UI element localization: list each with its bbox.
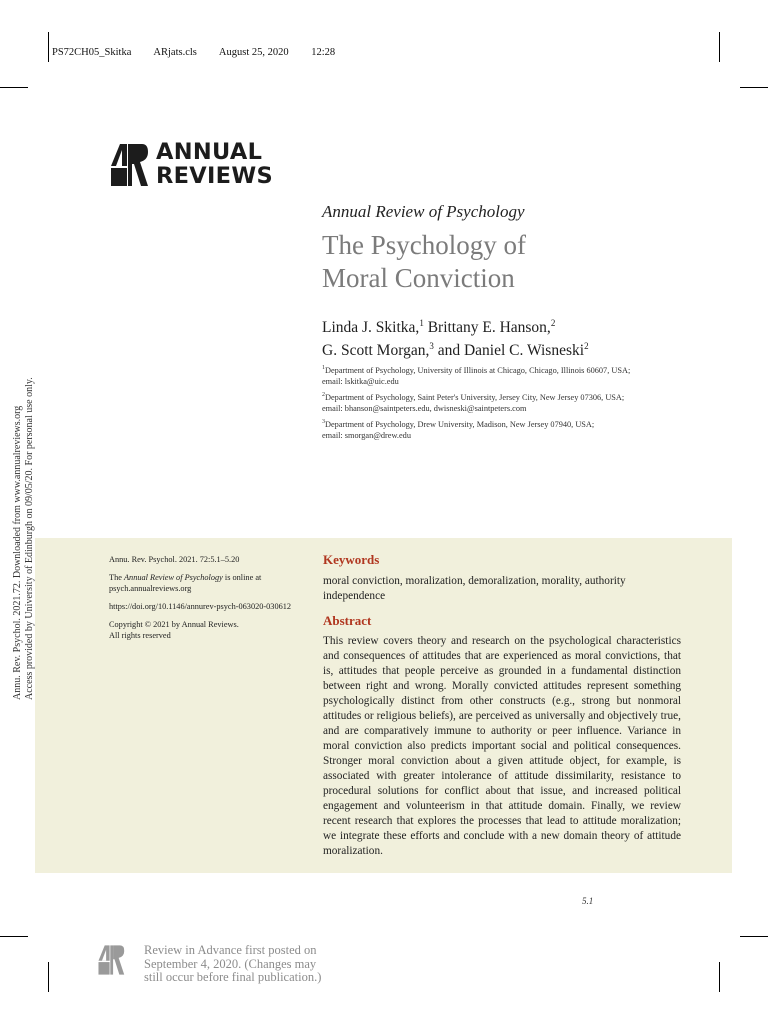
affiliation-text: Department of Psychology, University of Illinois at Chicago, Chicago, Illinois 60607, USA; <box>325 365 631 375</box>
author-name: Brittany E. Hanson, <box>423 319 551 337</box>
affiliation-email: email: bhanson@saintpeters.edu, dwisneski@saintpeters.com <box>322 403 527 413</box>
citation: Annu. Rev. Psychol. 2021. 72:5.1–5.20 <box>109 555 240 564</box>
crop-mark <box>719 962 720 992</box>
abstract-heading: Abstract <box>323 613 372 628</box>
affiliation <box>322 417 594 441</box>
header-time: 12:28 <box>311 47 336 58</box>
crop-mark <box>740 936 768 937</box>
crop-mark <box>719 32 720 62</box>
author-affiliation-mark: 2 <box>584 341 589 352</box>
online-note <box>109 572 309 594</box>
author-name: and Daniel C. Wisneski <box>433 342 585 360</box>
affiliation-email: email: smorgan@drew.edu <box>322 430 411 440</box>
author-line-2 <box>322 337 589 360</box>
author-list <box>322 314 589 360</box>
affiliation-text: Department of Psychology, Saint Peter's University, Jersey City, New Jersey 07306, USA; <box>325 392 625 402</box>
title-line-2: Moral Conviction <box>322 263 515 293</box>
affiliation-number: 2 <box>322 392 325 398</box>
author-affiliation-mark: 3 <box>429 341 434 352</box>
affiliation-number: 3 <box>322 419 325 425</box>
crop-mark <box>0 936 28 937</box>
affiliation <box>322 363 630 387</box>
crop-mark <box>48 962 49 992</box>
article-metadata <box>109 554 309 648</box>
review-in-advance-note <box>144 944 344 985</box>
logo-line-1: ANNUAL <box>156 139 263 165</box>
ar-logo-icon <box>108 142 150 188</box>
online-note-post: is online at psych.annualreviews.org <box>109 573 262 593</box>
page-number: 5.1 <box>582 896 594 906</box>
affiliation <box>322 390 624 414</box>
online-journal: Annual Review of Psychology <box>123 573 223 582</box>
abstract-text: This review covers theory and research on the psychological characteristics and consequences of attitudes that are experienced as moral convictions, that is, attitudes that people perceive as grounded in a fundamental distinction between right and wrong. Morally convicted attitudes represent something psychologically distinct from other constructs (e.g., strong but nonmoral attitudes or religious beliefs), are perceived as universally and objectively true, and are comparatively immune to authority or peer influence. Variance in moral conviction also predicts important social and political consequences. Stronger moral conviction about a given attitude object, for example, is associated with greater intolerance of attitude dissimilarity, resistance to procedural solutions for conflict about that issue, and increased political engagement and volunteerism in that attitude domain. Finally, we review recent research that explores the processes that lead to attitude moralization; we integrate these efforts and conclude with a new domain theory of attitude moralization. <box>323 635 681 857</box>
header-date: August 25, 2020 <box>218 47 289 58</box>
affiliation-email: email: lskitka@uic.edu <box>322 376 399 386</box>
running-header <box>52 47 355 58</box>
footer-line-1: Review in Advance first posted on <box>144 943 317 957</box>
logo-wordmark <box>156 140 273 188</box>
author-affiliation-mark: 1 <box>419 318 424 328</box>
affiliation-number: 1 <box>322 365 325 371</box>
author-affiliation-mark: 2 <box>550 318 556 328</box>
author-name: Linda J. Skitka, <box>322 319 420 337</box>
header-file: PS72CH05_Skitka <box>52 47 132 58</box>
header-class: ARjats.cls <box>153 47 197 58</box>
keywords-heading: Keywords <box>323 552 380 567</box>
rights-line: All rights reserved <box>109 631 171 640</box>
copyright-line: Copyright © 2021 by Annual Reviews. <box>109 620 239 629</box>
download-notice <box>12 340 36 700</box>
title-line-1: The Psychology of <box>322 230 526 260</box>
affiliation-text: Department of Psychology, Drew University, Madison, New Jersey 07940, USA; <box>325 419 595 429</box>
logo-line-2: REVIEWS <box>156 163 273 189</box>
keywords-text: moral conviction, moralization, demoralization, morality, authority independence <box>323 575 626 602</box>
copyright <box>109 619 309 641</box>
download-notice-line-2: Access provided by University of Edinburgh on 09/05/20. For personal use only. <box>24 377 35 700</box>
footer-line-2: September 4, 2020. (Changes may <box>144 956 317 971</box>
journal-name: Annual Review of Psychology <box>322 202 525 221</box>
crop-mark <box>740 87 768 88</box>
online-note-pre: The <box>109 573 124 582</box>
ar-logo-small-icon <box>96 944 126 976</box>
doi-link[interactable]: https://doi.org/10.1146/annurev-psych-063020-030612 <box>109 602 292 611</box>
crop-mark <box>48 32 49 62</box>
crop-mark <box>0 87 28 88</box>
article-title <box>322 229 526 295</box>
author-line-1 <box>322 314 589 337</box>
author-name: G. Scott Morgan, <box>322 342 430 360</box>
footer-line-3: still occur before final publication.) <box>144 970 322 984</box>
download-notice-line-1: Annu. Rev. Psychol. 2021.72. Downloaded from www.annualreviews.org <box>12 405 23 700</box>
